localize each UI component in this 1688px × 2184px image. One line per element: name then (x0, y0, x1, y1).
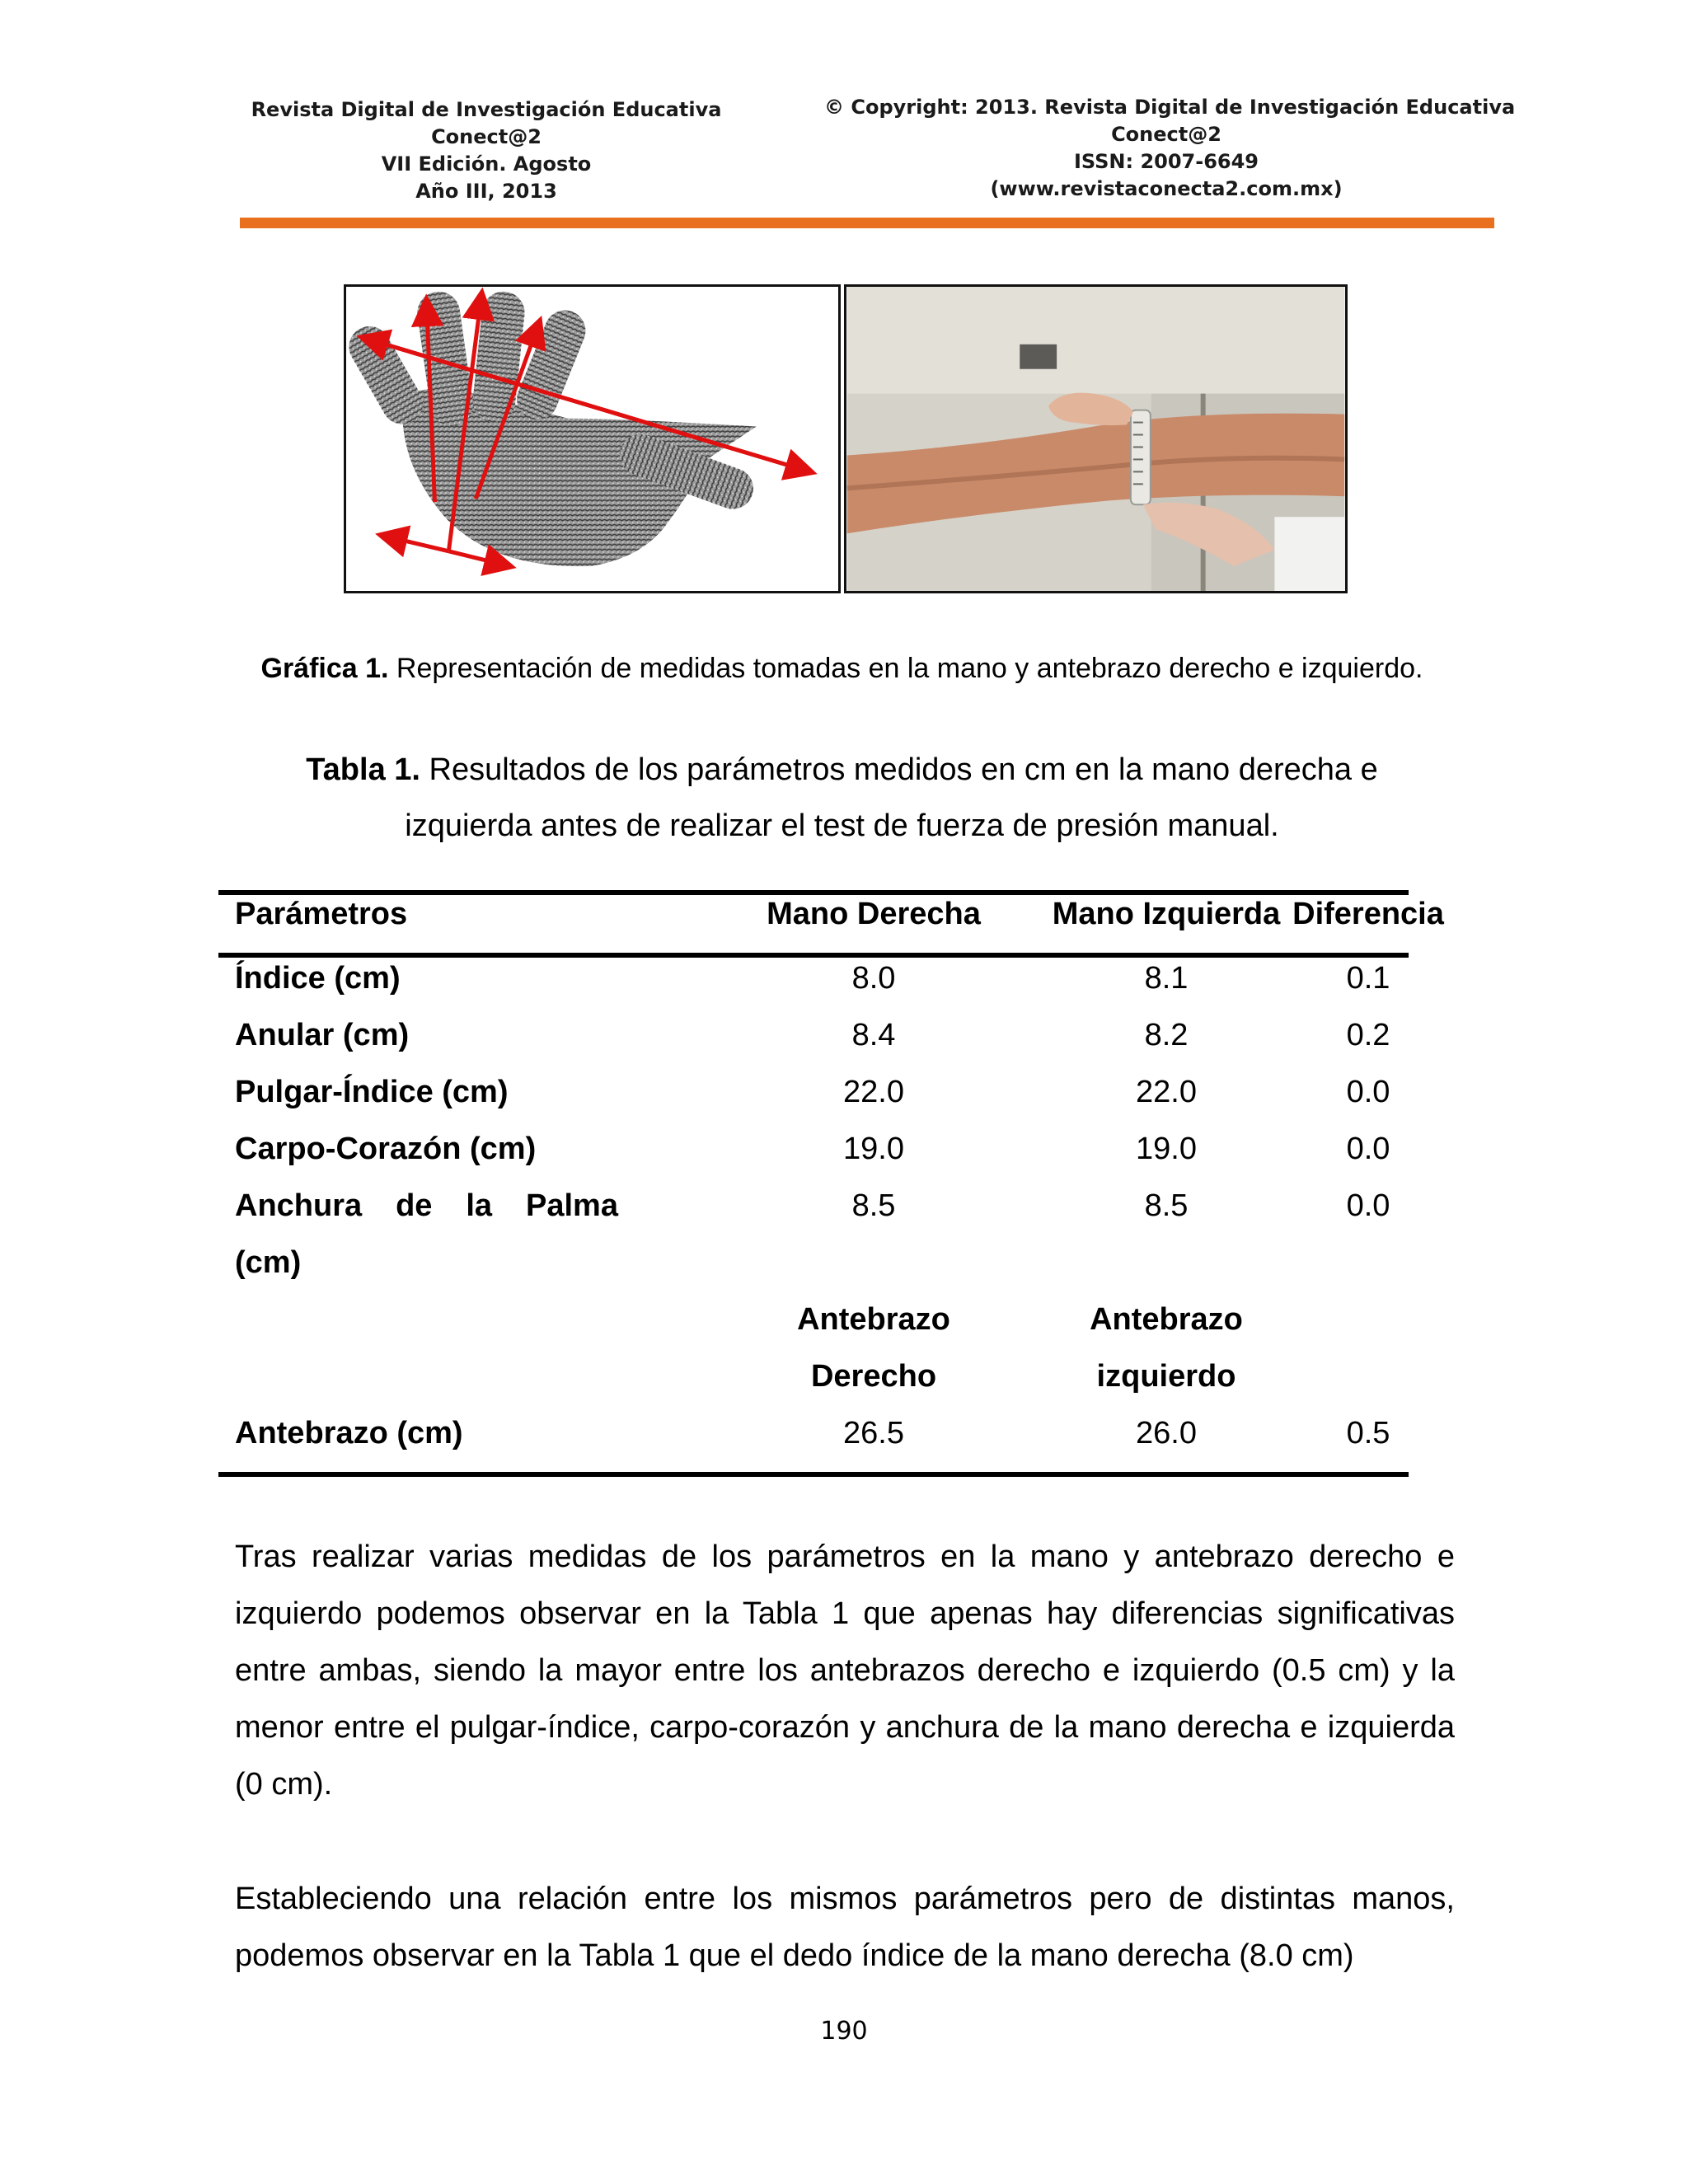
volume-year: Año III, 2013 (415, 180, 557, 203)
row-label-anchura-palma (235, 1188, 618, 1224)
paragraph-text: Tras realizar varias medidas de los parámetros en la mano y antebrazo derecho e izquierdo podemos observar en la Tabla 1 que apenas hay diferencias significativas entre ambas, siendo la mayor entre los antebrazos derecho e izquierdo (0.5 cm) y la menor entre el pulgar-índice, carpo-corazón y anchura de la mano derecha e izquierda (0 cm). (235, 1540, 1455, 1802)
cell-right: 19.0 (843, 1132, 904, 1166)
edition: VII Edición. Agosto (381, 152, 592, 176)
cell-right: 8.4 (851, 1018, 896, 1052)
header-diferencia: Diferencia (1292, 897, 1444, 931)
table-header-rule (218, 953, 1409, 958)
cell-right: 26.5 (843, 1416, 904, 1451)
table-caption-text: Resultados de los parámetros medidos en cm en la mano derecha e izquierda antes de realizar el test de fuerza de presión manual. (405, 752, 1378, 843)
table-bottom-rule (218, 1472, 1409, 1477)
forearm-photo-illustration (846, 287, 1345, 591)
body-paragraph-2 (235, 1871, 1455, 1985)
row-label-carpo-corazon: Carpo-Corazón (cm) (235, 1132, 537, 1166)
journal-short-name-right: Conect@2 (1111, 123, 1221, 146)
header-parametros: Parámetros (235, 897, 408, 931)
cell-left: 8.1 (1144, 961, 1189, 996)
palm-word: de (396, 1188, 433, 1223)
handprint-illustration (346, 287, 838, 591)
cell-right: 22.0 (843, 1075, 904, 1109)
copyright: © Copyright: 2013. Revista Digital de Investigación Educativa (824, 96, 1516, 119)
journal-header-right (824, 94, 1516, 203)
row-label-anchura-palma-line2: (cm) (235, 1245, 302, 1280)
cell-left: 26.0 (1136, 1416, 1197, 1451)
palm-word: Palma (526, 1188, 618, 1223)
cell-diff: 0.2 (1346, 1018, 1390, 1052)
cell-left: 19.0 (1136, 1132, 1197, 1166)
table-caption (239, 742, 1445, 854)
figure-caption-label: Gráfica 1. (260, 653, 389, 684)
journal-name: Revista Digital de Investigación Educativa (251, 98, 722, 121)
hand-measurement-image (344, 284, 841, 593)
row-label-pulgar-indice: Pulgar-Índice (cm) (235, 1075, 509, 1109)
cell-diff: 0.0 (1346, 1132, 1390, 1166)
header-mano-derecha: Mano Derecha (767, 897, 981, 931)
journal-url: (www.revistaconecta2.com.mx) (990, 177, 1343, 200)
header-mano-izquierda: Mano Izquierda (1052, 897, 1281, 931)
page-number: 190 (820, 2017, 868, 2046)
header-rule (240, 218, 1494, 228)
figure-caption (239, 641, 1445, 696)
row-label-antebrazo: Antebrazo (cm) (235, 1416, 463, 1451)
cell-right: 8.5 (851, 1188, 896, 1223)
cell-diff: 0.5 (1346, 1416, 1390, 1451)
cell-left: 8.2 (1144, 1018, 1189, 1052)
figure-caption-text: Representación de medidas tomadas en la mano y antebrazo derecho e izquierdo. (388, 653, 1423, 684)
journal-short-name: Conect@2 (431, 125, 542, 148)
palm-word: la (466, 1188, 493, 1223)
subheader-antebrazo-izquierdo-1: Antebrazo (1090, 1302, 1243, 1337)
table-top-rule (218, 890, 1409, 895)
row-label-anular: Anular (cm) (235, 1018, 410, 1052)
cell-diff: 0.0 (1346, 1075, 1390, 1109)
cell-diff: 0.0 (1346, 1188, 1390, 1223)
cell-left: 22.0 (1136, 1075, 1197, 1109)
issn: ISSN: 2007-6649 (1073, 150, 1259, 173)
subheader-antebrazo-derecho-2: Derecho (810, 1359, 937, 1394)
subheader-antebrazo-derecho-1: Antebrazo (797, 1302, 950, 1337)
cell-left: 8.5 (1144, 1188, 1189, 1223)
paragraph-text: Estableciendo una relación entre los mismos parámetros pero de distintas manos, podemos observar en la Tabla 1 que el dedo índice de la mano derecha (8.0 cm) (235, 1882, 1455, 1973)
cell-diff: 0.1 (1346, 961, 1390, 996)
journal-header-left (239, 96, 734, 205)
forearm-measurement-photo (844, 284, 1348, 593)
palm-word: Anchura (235, 1188, 363, 1223)
table-caption-label: Tabla 1. (306, 752, 420, 787)
row-label-indice: Índice (cm) (235, 961, 401, 996)
subheader-antebrazo-izquierdo-2: izquierdo (1096, 1359, 1236, 1394)
cell-right: 8.0 (851, 961, 896, 996)
body-paragraph-1 (235, 1529, 1455, 1813)
